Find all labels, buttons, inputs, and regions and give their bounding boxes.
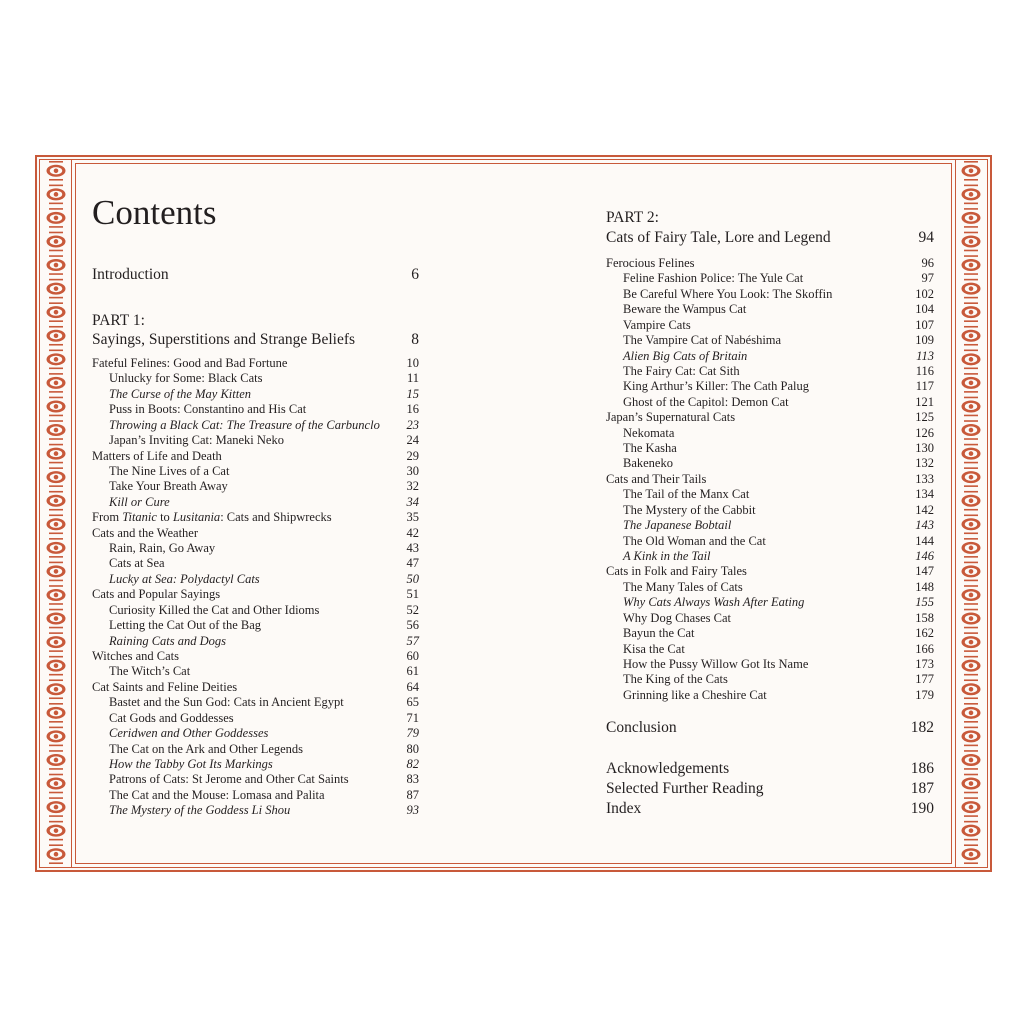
toc-entry — [92, 509, 419, 525]
toc-page: 173 — [915, 656, 934, 671]
toc-label: Japan’s Supernatural Cats — [606, 410, 736, 425]
toc-page: 32 — [406, 479, 419, 494]
toc-page: 148 — [915, 579, 934, 594]
toc-entry — [606, 656, 934, 672]
toc-entry — [606, 286, 934, 302]
toc-page: 117 — [915, 379, 934, 394]
eye-motif — [47, 280, 66, 298]
eye-motif — [47, 751, 66, 769]
toc-page: 82 — [406, 756, 419, 771]
toc-label: Be Careful Where You Look: The Skoffin — [623, 286, 833, 301]
toc-page: 162 — [915, 626, 934, 641]
eye-motif — [47, 822, 66, 840]
toc-page: 155 — [915, 595, 934, 610]
eye-motif — [47, 350, 66, 368]
toc-entry — [92, 756, 419, 772]
toc-label: Witches and Cats — [92, 648, 179, 663]
toc-entry — [606, 270, 934, 286]
eye-motif — [47, 704, 66, 722]
toc-page: 132 — [915, 456, 934, 471]
toc-label: A Kink in the Tail — [623, 548, 711, 563]
toc-entry — [606, 502, 934, 518]
toc-introduction — [92, 265, 419, 285]
toc-label: The Fairy Cat: Cat Sith — [623, 363, 740, 378]
toc-page: 51 — [406, 587, 419, 602]
toc-label: Matters of Life and Death — [92, 448, 222, 463]
toc-label: King Arthur’s Killer: The Cath Palug — [623, 379, 809, 394]
toc-label: Rain, Rain, Go Away — [109, 541, 216, 556]
toc-page: 116 — [915, 363, 934, 378]
toc-entry — [92, 802, 419, 818]
toc-page: 10 — [406, 356, 419, 370]
eye-motif — [47, 256, 66, 274]
toc-page: 146 — [915, 548, 934, 563]
toc-page: 34 — [406, 494, 419, 509]
toc-entry — [92, 771, 419, 787]
toc-entry — [606, 610, 934, 626]
toc-entry — [606, 625, 934, 641]
toc-label: Unlucky for Some: Black Cats — [109, 371, 263, 386]
toc-page: 125 — [915, 410, 934, 425]
toc-page: 71 — [406, 710, 419, 725]
toc-entry — [92, 432, 419, 448]
toc-label: Conclusion — [606, 719, 677, 736]
toc-label: How the Tabby Got Its Markings — [109, 756, 273, 771]
toc-label: Grinning like a Cheshire Cat — [623, 687, 767, 702]
eye-motif — [47, 586, 66, 604]
contents-title: Contents — [92, 193, 217, 232]
toc-page: 102 — [915, 286, 934, 301]
toc-page: 97 — [921, 271, 934, 286]
toc-page: 56 — [406, 618, 419, 633]
toc-page: 79 — [406, 726, 419, 741]
toc-label: Introduction — [92, 266, 169, 283]
toc-entry — [92, 355, 419, 371]
toc-label: Cat Saints and Feline Deities — [92, 679, 238, 694]
toc-label: Why Dog Chases Cat — [623, 610, 731, 625]
toc-entry — [606, 378, 934, 394]
toc-label — [92, 509, 332, 525]
toc-label: The Old Woman and the Cat — [623, 533, 766, 548]
toc-entry — [606, 363, 934, 379]
eye-motif — [962, 374, 981, 392]
eye-motif — [47, 610, 66, 628]
toc-entry — [92, 725, 419, 741]
eye-motif — [47, 775, 66, 793]
toc-entry — [606, 687, 934, 703]
toc-page: 35 — [406, 510, 419, 525]
eye-motif — [47, 397, 66, 415]
toc-label: Cats and Popular Sayings — [92, 587, 221, 602]
eye-motif — [962, 232, 981, 250]
toc-page: 80 — [406, 741, 419, 756]
toc-page: 133 — [915, 471, 934, 486]
eye-motif — [962, 704, 981, 722]
toc-page: 29 — [406, 448, 419, 463]
toc-entry — [92, 448, 419, 464]
toc-page: 187 — [910, 780, 934, 797]
eye-motif — [47, 374, 66, 392]
toc-label: The Witch’s Cat — [109, 664, 191, 679]
eye-motif — [962, 727, 981, 745]
toc-label: Cat Gods and Goddesses — [109, 710, 234, 725]
eye-motif — [47, 162, 66, 180]
toc-entry — [92, 648, 419, 664]
toc-page: 42 — [406, 525, 419, 540]
toc-further-reading — [606, 779, 934, 799]
eye-motif — [962, 468, 981, 486]
toc-entry — [92, 617, 419, 633]
eye-motif — [962, 633, 981, 651]
book-spread — [35, 155, 992, 872]
toc-index — [606, 799, 934, 819]
toc-page: 104 — [915, 302, 934, 317]
toc-entry — [92, 555, 419, 571]
toc-entry — [606, 301, 934, 317]
toc-entry — [606, 455, 934, 471]
eye-motif — [962, 421, 981, 439]
toc-label: Alien Big Cats of Britain — [623, 348, 748, 363]
toc-label: Why Cats Always Wash After Eating — [623, 595, 805, 610]
toc-entry — [92, 478, 419, 494]
toc-entry — [92, 494, 419, 510]
toc-label: The Tail of the Manx Cat — [623, 487, 750, 502]
toc-entry — [92, 401, 419, 417]
toc-entry — [606, 409, 934, 425]
toc-part2-title — [606, 228, 934, 248]
toc-page: 107 — [915, 317, 934, 332]
eye-motif — [47, 492, 66, 510]
toc-entry — [92, 370, 419, 386]
toc-page: 94 — [918, 229, 934, 246]
eye-motif — [47, 515, 66, 533]
eye-motif — [962, 680, 981, 698]
toc-label: The Mystery of the Goddess Li Shou — [109, 803, 291, 818]
toc-label: Cats in Folk and Fairy Tales — [606, 564, 747, 579]
toc-entry — [92, 633, 419, 649]
eye-ornament-icon — [956, 160, 986, 867]
toc-page: 121 — [915, 394, 934, 409]
toc-label-part: From — [92, 510, 123, 525]
toc-page: 142 — [915, 502, 934, 517]
eye-motif — [962, 822, 981, 840]
toc-entry — [92, 694, 419, 710]
toc-page: 144 — [915, 533, 934, 548]
eye-motif — [962, 492, 981, 510]
eye-motif — [962, 657, 981, 675]
eye-motif — [47, 727, 66, 745]
toc-page: 11 — [406, 371, 419, 386]
eye-motif — [47, 680, 66, 698]
toc-entry — [606, 641, 934, 657]
toc-label: How the Pussy Willow Got Its Name — [623, 656, 809, 671]
toc-label: Index — [606, 800, 642, 817]
toc-label: Bayun the Cat — [623, 626, 695, 641]
toc-label: Beware the Wampus Cat — [623, 302, 747, 317]
toc-entry — [606, 255, 934, 271]
toc-label: Throwing a Black Cat: The Treasure of the Carbunclo — [109, 417, 380, 432]
eye-motif — [47, 327, 66, 345]
toc-label: The Curse of the May Kitten — [109, 386, 251, 401]
toc-label: The Japanese Bobtail — [623, 518, 732, 533]
toc-entry — [606, 440, 934, 456]
toc-entry — [606, 471, 934, 487]
toc-entry — [92, 540, 419, 556]
toc-label: The Cat on the Ark and Other Legends — [109, 741, 304, 756]
toc-page: 179 — [915, 687, 934, 702]
toc-label: Fateful Felines: Good and Bad Fortune — [92, 356, 288, 370]
toc-label-part: to — [156, 510, 173, 525]
toc-label: The Nine Lives of a Cat — [109, 463, 230, 478]
toc-entry — [92, 663, 419, 679]
toc-page: 158 — [915, 610, 934, 625]
toc-entry — [606, 594, 934, 610]
eye-motif — [962, 562, 981, 580]
part1-label: PART 1: — [92, 312, 145, 329]
toc-page: 147 — [915, 564, 934, 579]
toc-label: Ghost of the Capitol: Demon Cat — [623, 394, 789, 409]
toc-label: Puss in Boots: Constantino and His Cat — [109, 402, 307, 417]
toc-entry — [606, 486, 934, 502]
toc-entry — [606, 394, 934, 410]
eye-motif — [962, 445, 981, 463]
toc-page: 8 — [411, 331, 419, 348]
eye-motif — [47, 209, 66, 227]
toc-entry — [92, 571, 419, 587]
toc-label: Kisa the Cat — [623, 641, 685, 656]
toc-page: 113 — [916, 348, 934, 363]
toc-label: The Mystery of the Cabbit — [623, 502, 756, 517]
toc-label: The Kasha — [623, 441, 677, 456]
eye-motif — [47, 657, 66, 675]
toc-label: Bakeneko — [623, 456, 673, 471]
toc-entry — [92, 679, 419, 695]
toc-label: Raining Cats and Dogs — [109, 633, 227, 648]
toc-label: Take Your Breath Away — [109, 479, 228, 494]
eye-motif — [47, 421, 66, 439]
eye-motif — [962, 515, 981, 533]
toc-label-part: : Cats and Shipwrecks — [220, 510, 332, 525]
toc-conclusion — [606, 718, 934, 738]
toc-page: 87 — [406, 787, 419, 802]
eye-motif — [962, 162, 981, 180]
toc-label: The Many Tales of Cats — [623, 579, 743, 594]
toc-page: 61 — [406, 664, 419, 679]
toc-entry — [92, 787, 419, 803]
ship-name: Titanic — [122, 510, 157, 525]
eye-motif — [962, 845, 981, 863]
eye-motif — [47, 798, 66, 816]
toc-entry — [92, 741, 419, 757]
toc-label: Feline Fashion Police: The Yule Cat — [623, 271, 804, 286]
toc-page: 57 — [406, 633, 419, 648]
toc-entry — [92, 525, 419, 541]
toc-page: 23 — [406, 417, 419, 432]
toc-page: 109 — [915, 333, 934, 348]
toc-page: 93 — [406, 803, 419, 818]
eye-motif — [47, 185, 66, 203]
eye-motif — [962, 256, 981, 274]
eye-motif — [47, 468, 66, 486]
toc-label: Ferocious Felines — [606, 256, 695, 270]
eye-motif — [962, 798, 981, 816]
toc-part1-title — [92, 330, 419, 350]
toc-page: 15 — [406, 386, 419, 401]
eye-motif — [962, 775, 981, 793]
toc-page: 186 — [910, 760, 934, 777]
toc-page: 60 — [406, 648, 419, 663]
toc-label: Cats and the Weather — [92, 525, 199, 540]
toc-page: 64 — [406, 679, 419, 694]
toc-label: Sayings, Superstitions and Strange Beliefs — [92, 331, 356, 348]
toc-page: 166 — [915, 641, 934, 656]
eye-motif — [962, 586, 981, 604]
toc-label: Lucky at Sea: Polydactyl Cats — [109, 571, 260, 586]
toc-label: Selected Further Reading — [606, 780, 764, 797]
ship-name: Lusitania — [172, 510, 221, 525]
toc-label: Acknowledgements — [606, 760, 730, 777]
toc-label: Patrons of Cats: St Jerome and Other Cat Saints — [109, 772, 349, 787]
toc-label: Kill or Cure — [109, 494, 170, 509]
toc-page: 130 — [915, 441, 934, 456]
eye-motif — [47, 845, 66, 863]
toc-entry — [92, 710, 419, 726]
toc-entry — [92, 417, 419, 433]
toc-entry — [92, 463, 419, 479]
toc-acknowledgements — [606, 759, 934, 779]
eye-motif — [962, 350, 981, 368]
eye-motif — [962, 327, 981, 345]
eye-motif — [962, 185, 981, 203]
toc-label: Japan’s Inviting Cat: Maneki Neko — [109, 433, 284, 448]
toc-page: 96 — [921, 256, 934, 270]
toc-page: 134 — [915, 487, 934, 502]
left-ornament-strip — [41, 160, 71, 867]
toc-page: 182 — [910, 719, 934, 736]
toc-entry — [606, 548, 934, 564]
toc-page: 50 — [406, 571, 419, 586]
toc-entry — [606, 563, 934, 579]
toc-page: 65 — [406, 695, 419, 710]
toc-label: Cats of Fairy Tale, Lore and Legend — [606, 229, 831, 246]
eye-motif — [47, 232, 66, 250]
toc-page: 43 — [406, 541, 419, 556]
toc-label: Cats at Sea — [109, 556, 165, 571]
toc-entry — [606, 579, 934, 595]
eye-ornament-icon — [41, 160, 71, 867]
toc-page: 16 — [406, 402, 419, 417]
eye-motif — [962, 303, 981, 321]
toc-label: Nekomata — [623, 425, 675, 440]
toc-label: Vampire Cats — [623, 317, 691, 332]
eye-motif — [47, 303, 66, 321]
toc-entry — [92, 586, 419, 602]
eye-motif — [962, 539, 981, 557]
toc-label: Curiosity Killed the Cat and Other Idioms — [109, 602, 320, 617]
part2-label: PART 2: — [606, 209, 659, 226]
eye-motif — [962, 397, 981, 415]
eye-motif — [47, 445, 66, 463]
toc-page: 24 — [406, 433, 419, 448]
toc-page: 30 — [406, 463, 419, 478]
toc-entry — [606, 425, 934, 441]
toc-entry — [92, 602, 419, 618]
toc-label: Cats and Their Tails — [606, 471, 707, 486]
toc-label: The Cat and the Mouse: Lomasa and Palita — [109, 787, 325, 802]
eye-motif — [962, 209, 981, 227]
toc-label: Ceridwen and Other Goddesses — [109, 726, 269, 741]
eye-motif — [962, 751, 981, 769]
toc-label: Bastet and the Sun God: Cats in Ancient Egypt — [109, 695, 344, 710]
toc-label: Letting the Cat Out of the Bag — [109, 618, 262, 633]
toc-entry — [606, 671, 934, 687]
toc-page: 190 — [910, 800, 934, 817]
toc-page: 177 — [915, 672, 934, 687]
toc-page: 126 — [915, 425, 934, 440]
toc-page: 52 — [406, 602, 419, 617]
eye-motif — [47, 539, 66, 557]
right-ornament-strip — [956, 160, 986, 867]
toc-page: 47 — [406, 556, 419, 571]
eye-motif — [47, 633, 66, 651]
toc-entry — [606, 533, 934, 549]
toc-page: 6 — [411, 266, 419, 283]
toc-entry — [606, 348, 934, 364]
toc-page: 83 — [406, 772, 419, 787]
eye-motif — [47, 562, 66, 580]
eye-motif — [962, 280, 981, 298]
toc-entry — [606, 317, 934, 333]
toc-label: The Vampire Cat of Nabéshima — [623, 333, 782, 348]
toc-entry — [606, 517, 934, 533]
toc-entry — [92, 386, 419, 402]
toc-page: 143 — [915, 518, 934, 533]
toc-entry — [606, 332, 934, 348]
eye-motif — [962, 610, 981, 628]
toc-label: The King of the Cats — [623, 672, 728, 687]
